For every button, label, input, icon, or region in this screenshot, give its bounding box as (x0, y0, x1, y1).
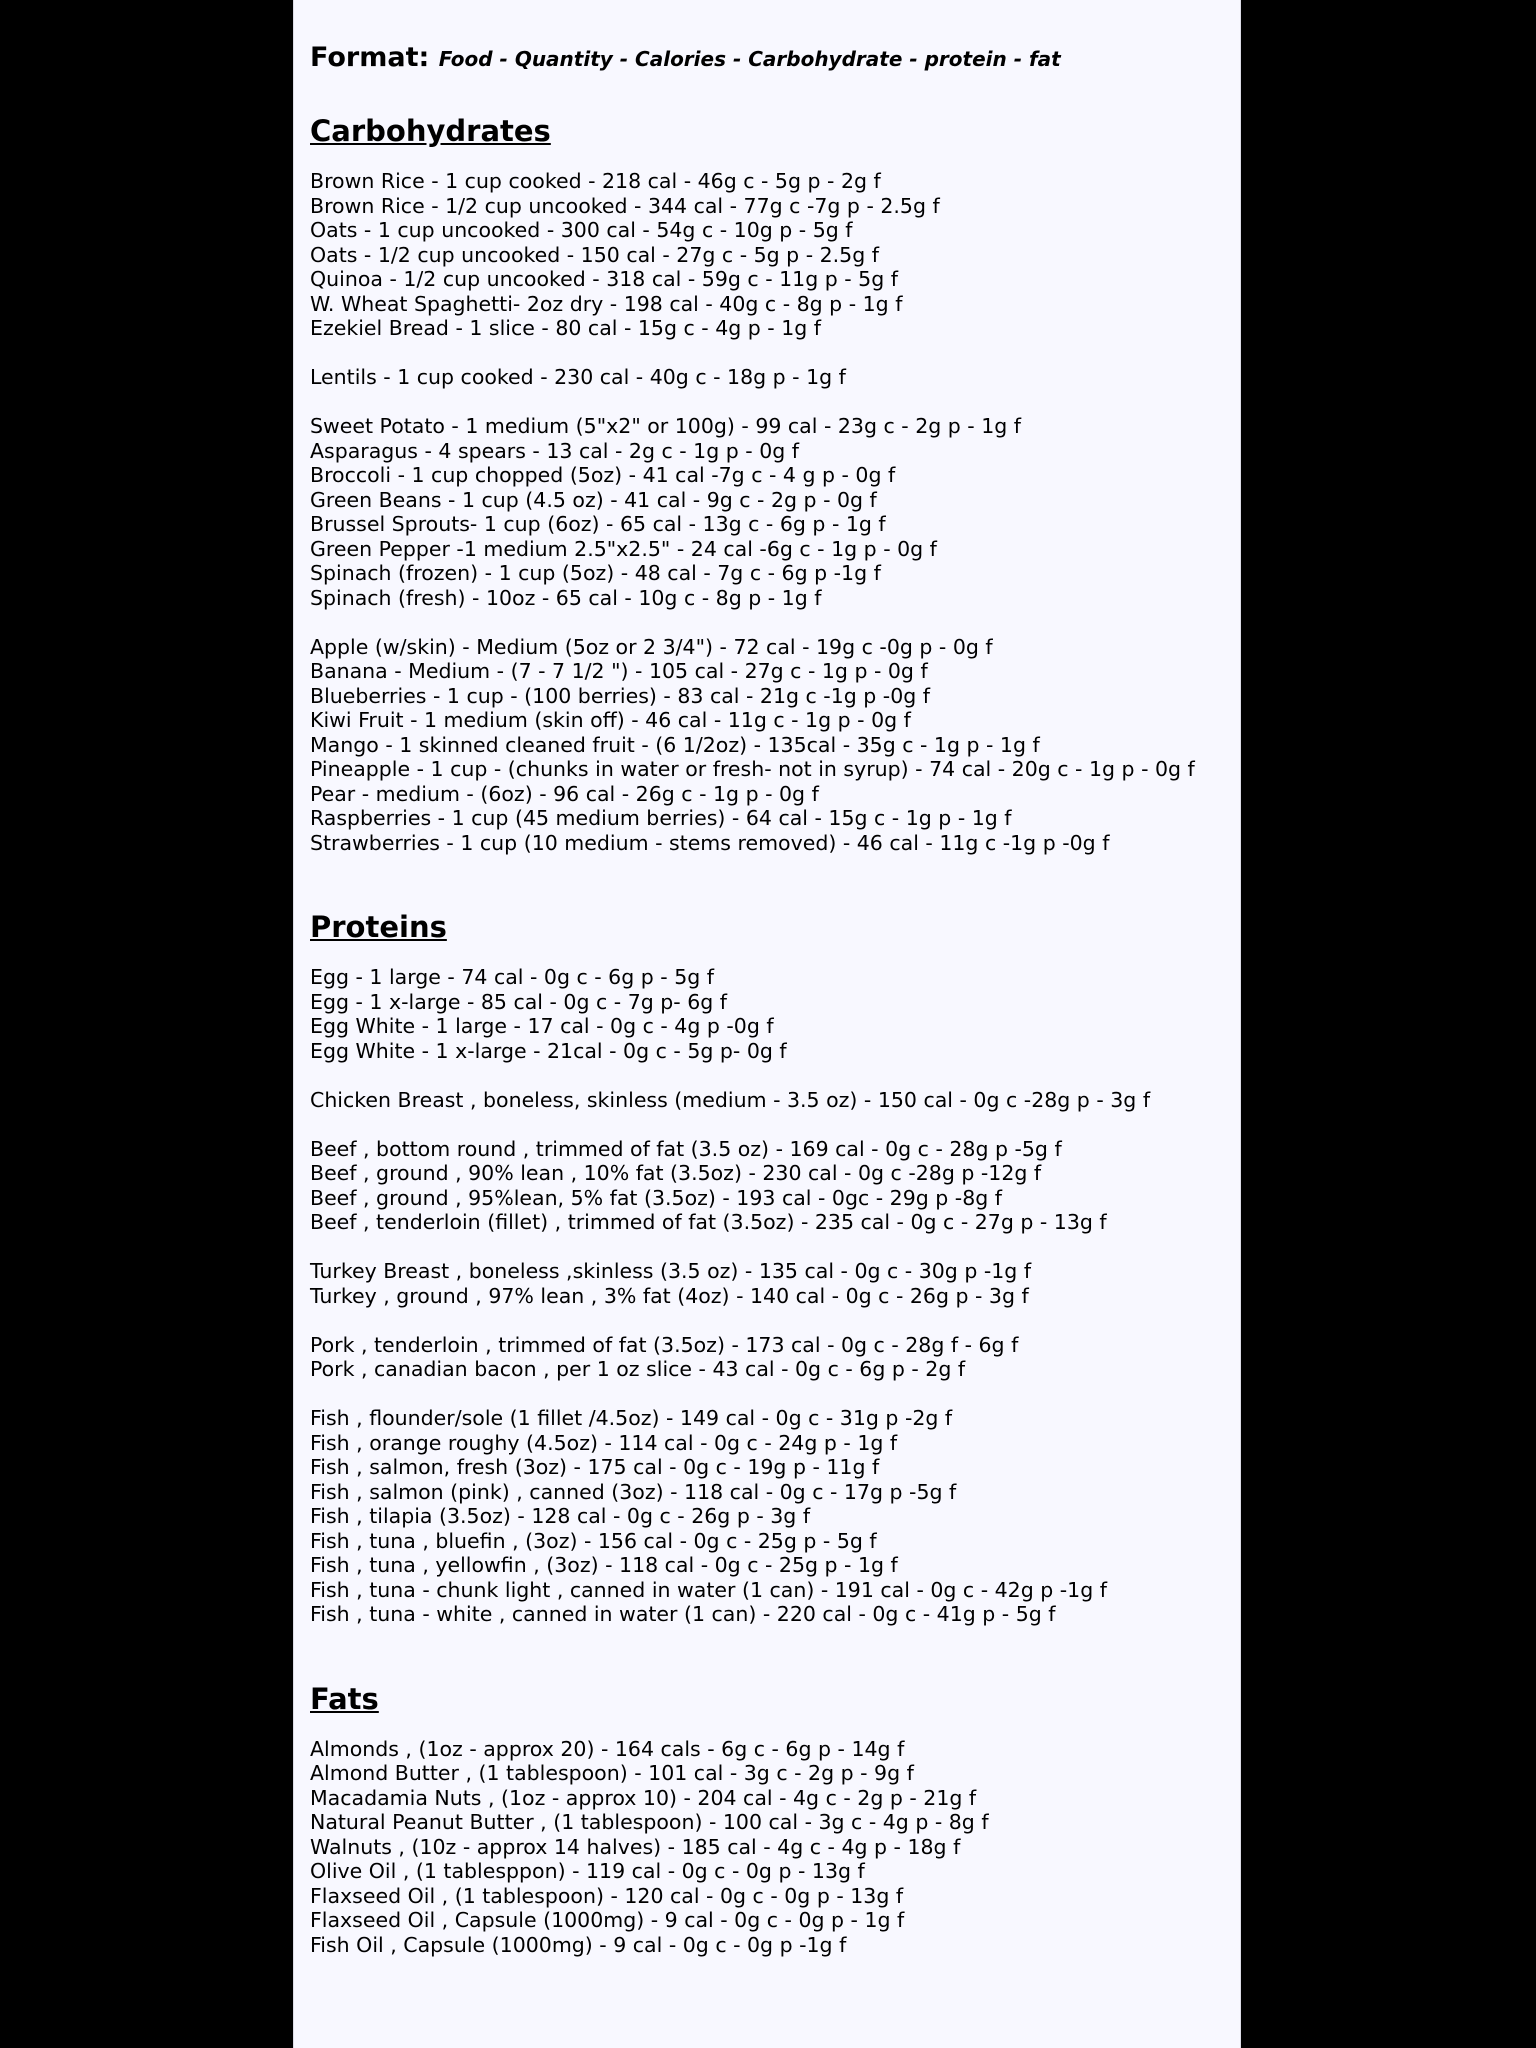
food-entry: W. Wheat Spaghetti- 2oz dry - 198 cal - 40g c - 8g p - 1g f (310, 291, 903, 316)
format-value: Food - Quantity - Calories - Carbohydrate - protein - fat (438, 47, 1061, 71)
food-entry: Oats - 1/2 cup uncooked - 150 cal - 27g c - 5g p - 2.5g f (310, 242, 879, 267)
food-group (310, 965, 1240, 1063)
food-entry: Fish , salmon, fresh (3oz) - 175 cal - 0g c - 19g p - 11g f (310, 1455, 880, 1479)
food-entry: Flaxseed Oil , (1 tablespoon) - 120 cal - 0g c - 0g p - 13g f (310, 1883, 904, 1908)
food-entry: Pork , canadian bacon , per 1 oz slice - 43 cal - 0g c - 6g p - 2g f (310, 1357, 966, 1381)
section-title-carbohydrates: Carbohydrates (310, 114, 551, 148)
food-entry: Apple (w/skin) - Medium (5oz or 2 3/4") - 72 cal - 19g c -0g p - 0g f (310, 634, 993, 659)
food-entry: Almonds , (1oz - approx 20) - 164 cals - 6g c - 6g p - 14g f (310, 1736, 905, 1761)
food-entry: Egg - 1 large - 74 cal - 0g c - 6g p - 5g f (310, 965, 714, 989)
food-entry: Brussel Sprouts- 1 cup (6oz) - 65 cal - 13g c - 6g p - 1g f (310, 512, 886, 536)
food-entry: Asparagus - 4 spears - 13 cal - 2g c - 1g p - 0g f (310, 438, 799, 463)
food-group (310, 1406, 1240, 1627)
food-entry: Blueberries - 1 cup - (100 berries) - 83 cal - 21g c -1g p -0g f (310, 683, 930, 708)
food-entry: Green Pepper -1 medium 2.5"x2.5" - 24 cal -6g c - 1g p - 0g f (310, 536, 937, 561)
food-entry: Sweet Potato - 1 medium (5"x2" or 100g) - 99 cal - 23g c - 2g p - 1g f (310, 414, 1021, 438)
food-entry: Egg - 1 x-large - 85 cal - 0g c - 7g p- 6g f (310, 989, 727, 1014)
section-proteins (310, 907, 1240, 1627)
food-entry: Banana - Medium - (7 - 7 1/2 ") - 105 cal - 27g c - 1g p - 0g f (310, 659, 928, 683)
food-entry: Flaxseed Oil , Capsule (1000mg) - 9 cal - 0g c - 0g p - 1g f (310, 1908, 905, 1932)
food-entry: Macadamia Nuts , (1oz - approx 10) - 204 cal - 4g c - 2g p - 21g f (310, 1785, 977, 1810)
food-entry: Turkey Breast , boneless ,skinless (3.5 oz) - 135 cal - 0g c - 30g p -1g f (310, 1259, 1032, 1283)
food-group (310, 635, 1240, 856)
format-label: Format: (310, 42, 430, 73)
food-entry: Quinoa - 1/2 cup uncooked - 318 cal - 59g c - 11g p - 5g f (310, 267, 898, 291)
section-title-proteins: Proteins (310, 910, 447, 944)
section-fats (310, 1679, 1240, 1958)
food-entry: Spinach (fresh) - 10oz - 65 cal - 10g c - 8g p - 1g f (310, 585, 822, 610)
food-entry: Fish , tuna , yellowfin , (3oz) - 118 cal - 0g c - 25g p - 1g f (310, 1553, 898, 1577)
format-line (310, 36, 1240, 81)
food-entry: Beef , ground , 90% lean , 10% fat (3.5oz) - 230 cal - 0g c -28g p -12g f (310, 1161, 1042, 1185)
food-entry: Fish Oil , Capsule (1000mg) - 9 cal - 0g c - 0g p -1g f (310, 1932, 847, 1957)
food-entry: Lentils - 1 cup cooked - 230 cal - 40g c - 18g p - 1g f (310, 365, 846, 389)
food-entry: Pineapple - 1 cup - (chunks in water or fresh- not in syrup) - 74 cal - 20g c - 1g p - 0g f (310, 757, 1195, 781)
food-entry: Broccoli - 1 cup chopped (5oz) - 41 cal -7g c - 4 g p - 0g f (310, 463, 896, 487)
section-carbohydrates (310, 111, 1240, 855)
food-entry: Fish , flounder/sole (1 fillet /4.5oz) - 149 cal - 0g c - 31g p -2g f (310, 1406, 953, 1430)
food-entry: Mango - 1 skinned cleaned fruit - (6 1/2oz) - 135cal - 35g c - 1g p - 1g f (310, 732, 1040, 757)
food-group (310, 1088, 1240, 1113)
food-group (310, 1737, 1240, 1958)
food-entry: Fish , tuna - white , canned in water (1 can) - 220 cal - 0g c - 41g p - 5g f (310, 1602, 1056, 1626)
food-entry: Kiwi Fruit - 1 medium (skin off) - 46 cal - 11g c - 1g p - 0g f (310, 708, 911, 732)
food-group (310, 169, 1240, 341)
food-entry: Spinach (frozen) - 1 cup (5oz) - 48 cal - 7g c - 6g p -1g f (310, 561, 881, 585)
food-entry: Olive Oil , (1 tablesppon) - 119 cal - 0g c - 0g p - 13g f (310, 1859, 865, 1883)
document-page (293, 0, 1241, 2048)
food-entry: Turkey , ground , 97% lean , 3% fat (4oz) - 140 cal - 0g c - 26g p - 3g f (310, 1283, 1029, 1308)
fats-entries (310, 1737, 1240, 1958)
food-entry: Chicken Breast , boneless, skinless (medium - 3.5 oz) - 150 cal - 0g c -28g p - 3g f (310, 1087, 1151, 1112)
food-entry: Green Beans - 1 cup (4.5 oz) - 41 cal - 9g c - 2g p - 0g f (310, 487, 877, 512)
food-group (310, 365, 1240, 390)
food-group (310, 1333, 1240, 1382)
food-entry: Beef , tenderloin (fillet) , trimmed of fat (3.5oz) - 235 cal - 0g c - 27g p - 13g f (310, 1210, 1107, 1234)
food-entry: Beef , bottom round , trimmed of fat (3.5 oz) - 169 cal - 0g c - 28g p -5g f (310, 1136, 1062, 1161)
section-title-fats: Fats (310, 1681, 379, 1716)
food-entry: Pork , tenderloin , trimmed of fat (3.5oz) - 173 cal - 0g c - 28g f - 6g f (310, 1332, 1019, 1357)
food-entry: Fish , tuna , bluefin , (3oz) - 156 cal - 0g c - 25g p - 5g f (310, 1528, 877, 1553)
carbohydrates-entries (310, 169, 1240, 855)
food-entry: Oats - 1 cup uncooked - 300 cal - 54g c - 10g p - 5g f (310, 218, 853, 242)
food-entry: Natural Peanut Butter , (1 tablespoon) - 100 cal - 3g c - 4g p - 8g f (310, 1810, 989, 1834)
proteins-entries (310, 965, 1240, 1627)
food-group (310, 414, 1240, 610)
food-entry: Raspberries - 1 cup (45 medium berries) - 64 cal - 15g c - 1g p - 1g f (310, 806, 1012, 830)
food-entry: Fish , tilapia (3.5oz) - 128 cal - 0g c - 26g p - 3g f (310, 1504, 811, 1528)
food-entry: Fish , orange roughy (4.5oz) - 114 cal - 0g c - 24g p - 1g f (310, 1430, 898, 1455)
food-entry: Almond Butter , (1 tablespoon) - 101 cal - 3g c - 2g p - 9g f (310, 1761, 914, 1785)
food-group (310, 1259, 1240, 1308)
food-entry: Pear - medium - (6oz) - 96 cal - 26g c - 1g p - 0g f (310, 781, 819, 806)
food-entry: Brown Rice - 1/2 cup uncooked - 344 cal - 77g c -7g p - 2.5g f (310, 193, 940, 218)
food-entry: Ezekiel Bread - 1 slice - 80 cal - 15g c - 4g p - 1g f (310, 316, 821, 340)
food-entry: Strawberries - 1 cup (10 medium - stems removed) - 46 cal - 11g c -1g p -0g f (310, 830, 1110, 855)
food-group (310, 1137, 1240, 1235)
food-entry: Egg White - 1 large - 17 cal - 0g c - 4g p -0g f (310, 1014, 774, 1038)
food-entry: Beef , ground , 95%lean, 5% fat (3.5oz) - 193 cal - 0gc - 29g p -8g f (310, 1185, 1002, 1210)
food-entry: Brown Rice - 1 cup cooked - 218 cal - 46g c - 5g p - 2g f (310, 169, 881, 193)
food-entry: Egg White - 1 x-large - 21cal - 0g c - 5g p- 0g f (310, 1038, 787, 1063)
food-entry: Fish , tuna - chunk light , canned in water (1 can) - 191 cal - 0g c - 42g p -1g f (310, 1577, 1107, 1602)
food-entry: Walnuts , (10z - approx 14 halves) - 185 cal - 4g c - 4g p - 18g f (310, 1834, 961, 1859)
food-entry: Fish , salmon (pink) , canned (3oz) - 118 cal - 0g c - 17g p -5g f (310, 1479, 957, 1504)
